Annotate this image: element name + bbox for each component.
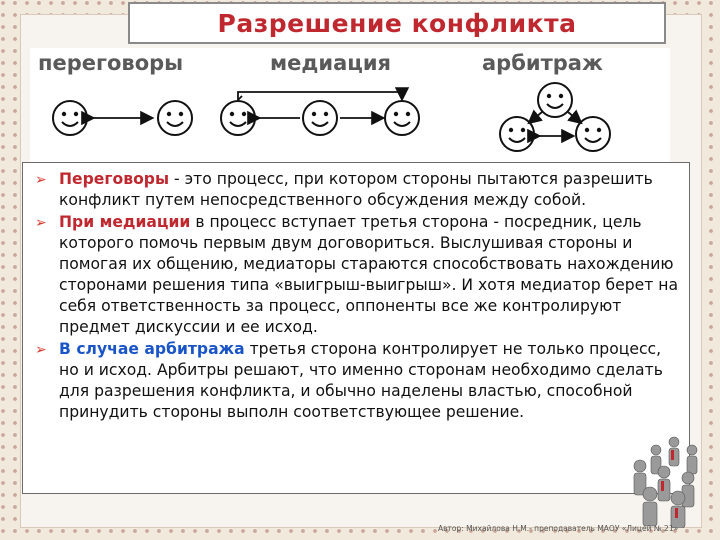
definitions-list [31,169,681,423]
arbitration-smiley-top [538,83,572,117]
page-title: Разрешение конфликта [217,8,577,38]
label-arbitration: арбитраж [482,51,603,75]
label-negotiation: переговоры [38,51,184,75]
arbitration-smiley-left [500,117,534,151]
mediation-smiley-left [221,101,255,135]
arbitration-arrow-right [568,112,580,122]
conflict-diagram [30,48,670,163]
negotiation-smiley-left [53,101,87,135]
arbitration-smiley-right [576,117,610,151]
mediation-smiley-center [303,101,337,135]
diagram-drawing [30,48,670,163]
arrow-bullet-icon: ➢ [35,342,47,358]
definition-item [31,212,681,338]
term-negotiation: Переговоры [59,170,170,188]
definition-item [31,169,681,211]
arbitration-arrow-left [530,112,542,122]
label-mediation: медиация [270,51,392,75]
title-box [128,2,666,44]
term-mediation: При медиации [59,213,191,231]
definition-text: - это процесс, при котором стороны пытаются разрешить конфликт путем непосредственного обсуждения между собой. [59,170,653,209]
mediation-arrow-top [238,92,402,100]
definition-text: в процесс вступает третья сторона - посредник, цель которого помочь первым двум договориться. Выслушивая стороны и помогая их общению, медиаторы стараются способствовать нахождению сторонами решения типа «выигрыш-выигрыш». И хотя медиатор берет на себя ответственность за процесс, оппоненты все же контролируют предмет дискуссии и ее исход. [59,213,679,336]
business-people-icon [616,428,716,528]
definition-item [31,339,681,423]
term-arbitration: В случае арбитража [59,340,245,358]
arrow-bullet-icon: ➢ [35,172,47,188]
definition-text: третья сторона контролирует не только процесс, но и исход. Арбитры решают, что именно сторонам необходимо сделать для разрешения конфликта, и обычно наделены властью, способной принудить стороны выполн соответствующее решение. [59,340,663,421]
mediation-smiley-right [385,101,419,135]
definitions-box [22,162,690,494]
arrow-bullet-icon: ➢ [35,215,47,231]
negotiation-smiley-right [158,101,192,135]
author-credit: Автор: Михайлова Н.М.- преподаватель МАОУ «Лицей № 21» [438,524,679,533]
